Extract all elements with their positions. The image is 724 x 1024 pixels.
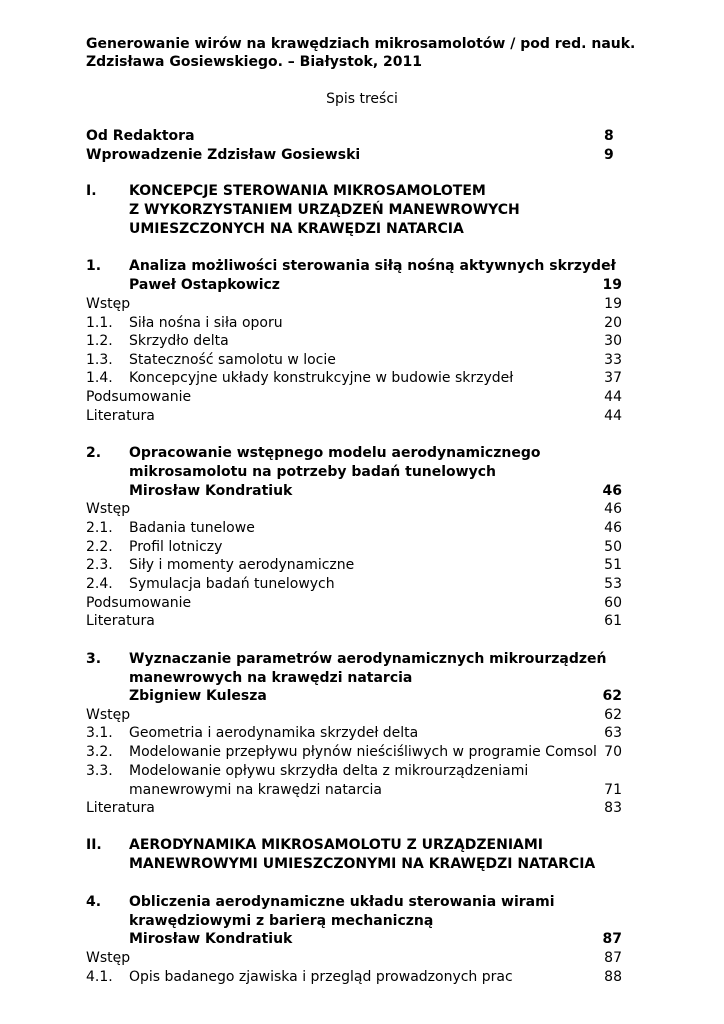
chapter-page: 46 xyxy=(602,483,622,499)
toc-entry-page: 63 xyxy=(604,725,622,741)
toc-entry-number: 2.3. xyxy=(86,557,113,573)
toc-entry-page: 62 xyxy=(604,707,622,723)
toc-entry-label: Wstęp xyxy=(86,296,131,312)
toc-entry-label: Literatura xyxy=(86,613,155,629)
chapter-heading-cont[interactable] xyxy=(86,912,622,931)
toc-entry[interactable] xyxy=(86,949,622,968)
toc-entry-label: Siły i momenty aerodynamiczne xyxy=(129,557,355,573)
toc-entry-page: 53 xyxy=(604,576,622,592)
toc-entry-page: 61 xyxy=(604,613,622,629)
toc-entry-page: 70 xyxy=(604,744,622,760)
toc-entry-label: Wstęp xyxy=(86,707,131,723)
part-title-line: KONCEPCJE STEROWANIA MIKROSAMOLOTEM xyxy=(129,183,486,199)
toc-entry-page: 87 xyxy=(604,950,622,966)
toc-entry-label: Wprowadzenie Zdzisław Gosiewski xyxy=(86,147,361,163)
chapter-title: krawędziowymi z barierą mechaniczną xyxy=(129,913,434,929)
chapter-author: Paweł Ostapkowicz xyxy=(129,277,280,293)
toc-entry-label: Opis badanego zjawiska i przegląd prowadzonych prac xyxy=(129,969,513,985)
toc-entry[interactable] xyxy=(86,388,622,407)
toc-entry[interactable] xyxy=(86,556,622,575)
toc-entry-page: 88 xyxy=(604,969,622,985)
toc-entry-number: 1.1. xyxy=(86,315,113,331)
toc-entry-number: 1.4. xyxy=(86,370,113,386)
toc-entry-page: 37 xyxy=(604,370,622,386)
toc-entry-page: 33 xyxy=(604,352,622,368)
toc-entry[interactable] xyxy=(86,706,622,725)
toc-entry-label: Podsumowanie xyxy=(86,389,192,405)
part-heading-cont xyxy=(86,855,622,874)
toc-entry-number: 4.1. xyxy=(86,969,113,985)
toc-entry-label: Stateczność samolotu w locie xyxy=(129,352,336,368)
toc-title: Spis treści xyxy=(326,91,398,107)
part-number: I. xyxy=(86,183,97,199)
toc-entry-page: 30 xyxy=(604,333,622,349)
toc-entry-page: 46 xyxy=(604,501,622,517)
chapter-author: Zbigniew Kulesza xyxy=(129,688,267,704)
toc-entry[interactable] xyxy=(86,369,622,388)
toc-entry[interactable] xyxy=(86,500,622,519)
chapter-title: Obliczenia aerodynamiczne układu sterowania wirami xyxy=(129,894,555,910)
toc-entry-page: 71 xyxy=(604,782,622,798)
chapter-page: 87 xyxy=(602,931,622,947)
toc-entry-number: 2.1. xyxy=(86,520,113,536)
chapter-author: Mirosław Kondratiuk xyxy=(129,483,293,499)
toc-entry-label: Siła nośna i siła oporu xyxy=(129,315,283,331)
toc-entry-page: 44 xyxy=(604,389,622,405)
toc-entry-label: Profil lotniczy xyxy=(129,539,223,555)
chapter-title: Analiza możliwości sterowania siłą nośną aktywnych skrzydeł xyxy=(129,258,616,274)
chapter-heading[interactable] xyxy=(86,893,622,912)
toc-entry-page: 51 xyxy=(604,557,622,573)
chapter-heading[interactable] xyxy=(86,444,622,463)
chapter-number: 3. xyxy=(86,651,102,667)
part-heading-cont xyxy=(86,201,622,220)
toc-entry[interactable] xyxy=(86,743,622,762)
part-title-line: MANEWROWYMI UMIESZCZONYMI NA KRAWĘDZI NATARCIA xyxy=(129,856,596,872)
toc-entry-number: 1.3. xyxy=(86,352,113,368)
toc-entry-cont[interactable] xyxy=(86,781,622,800)
chapter-number: 2. xyxy=(86,445,102,461)
chapter-author-line[interactable] xyxy=(86,482,622,501)
part-number: II. xyxy=(86,837,102,853)
part-title-line: Z WYKORZYSTANIEM URZĄDZEŃ MANEWROWYCH xyxy=(129,202,520,218)
chapter-page: 62 xyxy=(602,688,622,704)
chapter-title: Opracowanie wstępnego modelu aerodynamicznego xyxy=(129,445,541,461)
chapter-number: 4. xyxy=(86,894,102,910)
toc-entry[interactable] xyxy=(86,594,622,613)
toc-entry[interactable] xyxy=(86,314,622,333)
chapter-author-line[interactable] xyxy=(86,930,622,949)
chapter-number: 1. xyxy=(86,258,102,274)
toc-entry[interactable] xyxy=(86,295,622,314)
chapter-title: mikrosamolotu na potrzeby badań tunelowych xyxy=(129,464,496,480)
chapter-heading[interactable] xyxy=(86,650,622,669)
part-heading-cont xyxy=(86,220,622,239)
toc-entry-label: Wstęp xyxy=(86,501,131,517)
chapter-heading-cont[interactable] xyxy=(86,669,622,688)
toc-entry-page: 20 xyxy=(604,315,622,331)
toc-entry-page: 83 xyxy=(604,800,622,816)
toc-entry-page: 19 xyxy=(604,296,622,312)
toc-entry-label: Podsumowanie xyxy=(86,595,192,611)
part-heading xyxy=(86,836,622,855)
toc-entry-label: Wstęp xyxy=(86,950,131,966)
toc-entry-introduction[interactable] xyxy=(86,146,622,165)
toc-entry-page: 8 xyxy=(604,128,614,144)
chapter-title: manewrowych na krawędzi natarcia xyxy=(129,670,413,686)
chapter-heading-cont[interactable] xyxy=(86,463,622,482)
part-heading xyxy=(86,182,622,201)
toc-entry-page: 44 xyxy=(604,408,622,424)
toc-entry-page: 9 xyxy=(604,147,614,163)
toc-entry-editor[interactable] xyxy=(86,127,622,146)
toc-entry[interactable] xyxy=(86,407,622,426)
toc-entry-label: Koncepcyjne układy konstrukcyjne w budowie skrzydeł xyxy=(129,370,514,386)
toc-entry-page: 50 xyxy=(604,539,622,555)
toc-entry-number: 3.1. xyxy=(86,725,113,741)
chapter-author-line[interactable] xyxy=(86,276,622,295)
toc-entry-label: Literatura xyxy=(86,800,155,816)
toc-entry[interactable] xyxy=(86,519,622,538)
book-title-line-1: Generowanie wirów na krawędziach mikrosamolotów / pod red. nauk. xyxy=(86,36,636,52)
toc-entry-page: 46 xyxy=(604,520,622,536)
book-title-line-2: Zdzisława Gosiewskiego. – Białystok, 2011 xyxy=(86,54,423,70)
toc-entry-label: manewrowymi na krawędzi natarcia xyxy=(129,782,382,798)
toc-entry-number: 1.2. xyxy=(86,333,113,349)
toc-entry[interactable] xyxy=(86,538,622,557)
chapter-title: Wyznaczanie parametrów aerodynamicznych mikrourządzeń xyxy=(129,651,607,667)
toc-entry[interactable] xyxy=(86,799,622,818)
chapter-author: Mirosław Kondratiuk xyxy=(129,931,293,947)
toc-entry[interactable] xyxy=(86,762,622,781)
toc-entry-label: Literatura xyxy=(86,408,155,424)
toc-entry-page: 60 xyxy=(604,595,622,611)
toc-entry[interactable] xyxy=(86,575,622,594)
toc-entry-label: Symulacja badań tunelowych xyxy=(129,576,335,592)
toc-entry-label: Skrzydło delta xyxy=(129,333,229,349)
toc-entry-number: 3.2. xyxy=(86,744,113,760)
toc-entry-number: 2.4. xyxy=(86,576,113,592)
toc-entry[interactable] xyxy=(86,612,622,631)
toc-entry-number: 2.2. xyxy=(86,539,113,555)
chapter-heading[interactable] xyxy=(86,257,622,276)
toc-entry-number: 3.3. xyxy=(86,763,113,779)
part-title-line: AERODYNAMIKA MIKROSAMOLOTU Z URZĄDZENIAMI xyxy=(129,837,544,853)
chapter-author-line[interactable] xyxy=(86,687,622,706)
toc-entry-label: Modelowanie przepływu płynów nieściśliwych w programie Comsol xyxy=(129,744,597,760)
toc-entry[interactable] xyxy=(86,968,622,987)
toc-entry-label: Modelowanie opływu skrzydła delta z mikrourządzeniami xyxy=(129,763,529,779)
part-title-line: UMIESZCZONYCH NA KRAWĘDZI NATARCIA xyxy=(129,221,464,237)
toc-entry[interactable] xyxy=(86,724,622,743)
toc-entry-label: Od Redaktora xyxy=(86,128,195,144)
toc-entry[interactable] xyxy=(86,351,622,370)
toc-entry[interactable] xyxy=(86,332,622,351)
toc-entry-label: Badania tunelowe xyxy=(129,520,255,536)
chapter-page: 19 xyxy=(602,277,622,293)
toc-entry-label: Geometria i aerodynamika skrzydeł delta xyxy=(129,725,419,741)
